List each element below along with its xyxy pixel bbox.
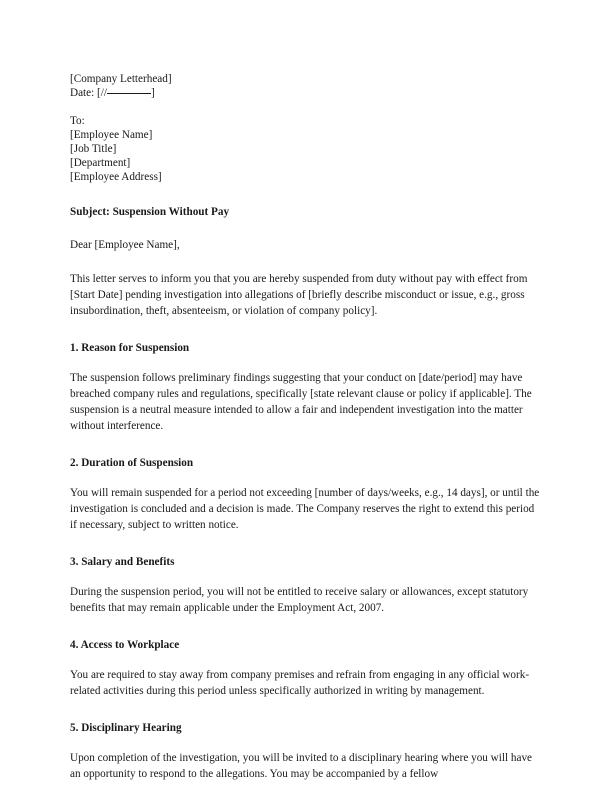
section-heading-3: 3. Salary and Benefits (70, 556, 175, 568)
section-body-4: You are required to stay away from company premises and refrain from engaging in any official work-related activities during this period unless specifically authorized in writing by management. (70, 669, 530, 697)
intro-paragraph: This letter serves to inform you that you are hereby suspended from duty without pay with effect from [Start Date] pending investigation into allegations of [briefly describe misconduct or issue, e.g., gross insubordination, theft, absenteeism, or violation of company policy]. (70, 273, 528, 317)
section-heading-4: 4. Access to Workplace (70, 639, 180, 651)
section-body-3: During the suspension period, you will not be entitled to receive salary or allowances, except statutory benefits that may remain applicable under the Employment Act, 2007. (70, 586, 529, 614)
recipient-employee-name: [Employee Name] (70, 129, 153, 141)
recipient-to-label: To: (70, 115, 85, 127)
document-body (70, 72, 543, 782)
date-blank-field[interactable] (107, 93, 151, 94)
recipient-employee-address: [Employee Address] (70, 171, 162, 183)
recipient-job-title: [Job Title] (70, 143, 117, 155)
section-body-5: Upon completion of the investigation, you will be invited to a disciplinary hearing where you will have an opportunity to respond to the allegations. You may be accompanied by a fellow (70, 752, 533, 780)
section-body-1: The suspension follows preliminary findings suggesting that your conduct on [date/period] may have breached company rules and regulations, specifically [state relevant clause or policy if applicable]. The suspension is a neutral measure intended to allow a fair and independent investigation into the matter without interference. (70, 372, 532, 432)
date-line (70, 86, 543, 100)
salutation-line: Dear [Employee Name], (70, 239, 180, 251)
recipient-department: [Department] (70, 157, 131, 169)
recipient-block (70, 114, 543, 184)
section-heading-5: 5. Disciplinary Hearing (70, 722, 182, 734)
letterhead-recipient-spacer (70, 100, 543, 114)
section-heading-1: 1. Reason for Suspension (70, 342, 190, 354)
date-label: Date: [// (70, 87, 107, 99)
letterhead-block (70, 72, 543, 100)
section-heading-2: 2. Duration of Suspension (70, 457, 194, 469)
company-letterhead-line: [Company Letterhead] (70, 73, 172, 85)
subject-line: Subject: Suspension Without Pay (70, 206, 230, 218)
section-body-2: You will remain suspended for a period not exceeding [number of days/weeks, e.g., 14 days], or until the investigation is concluded and a decision is made. The Company reserves the right to extend this period if necessary, subject to written notice. (70, 487, 540, 531)
date-close-bracket: ] (150, 87, 155, 99)
